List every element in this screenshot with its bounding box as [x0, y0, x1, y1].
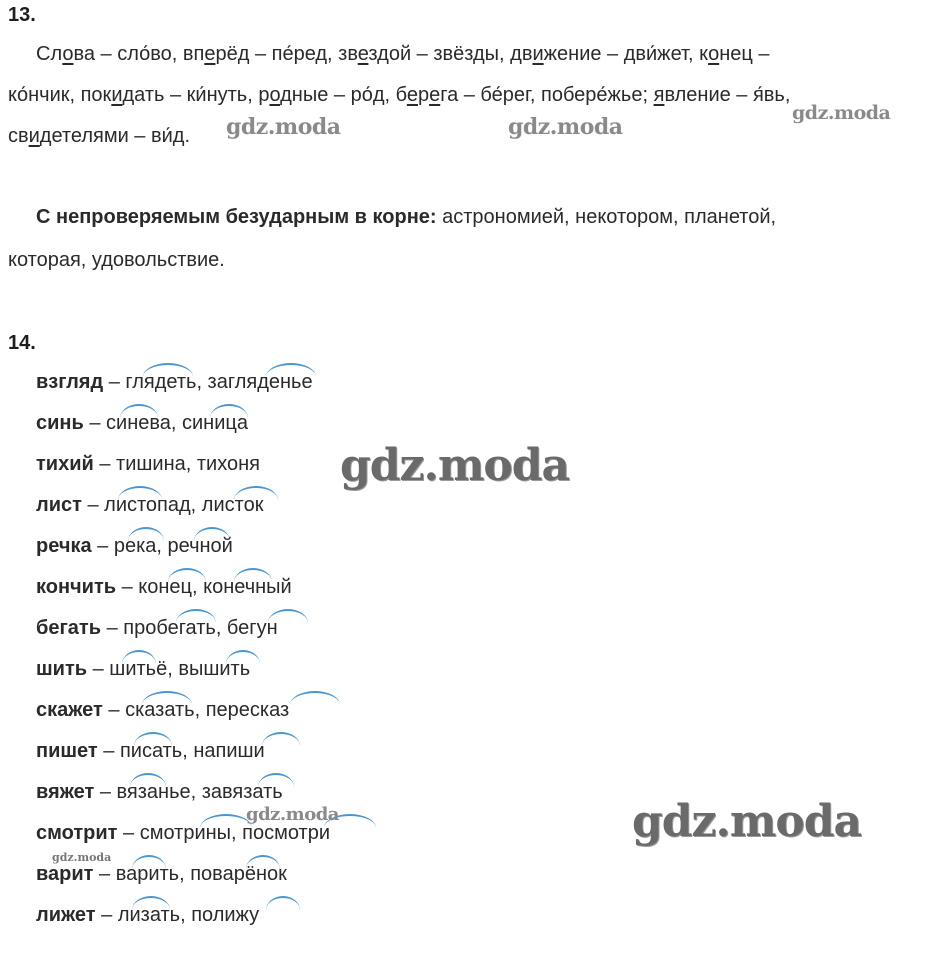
- underlined-vowel: и: [28, 125, 40, 147]
- ex13-line-1: [36, 34, 770, 74]
- root-arc: [266, 363, 316, 377]
- related-words: – лизать, полижу: [95, 904, 260, 926]
- word-row: [36, 649, 330, 690]
- watermark: gdz.moda: [52, 851, 112, 864]
- root-arc: [142, 691, 192, 705]
- exercise-13-number: 13.: [8, 4, 36, 26]
- unverifiable-heading: С непроверяемым безударным в корне:: [36, 206, 437, 228]
- text-run: жение – дви́жет, к: [543, 43, 709, 65]
- ex13-line-2: [8, 75, 790, 115]
- text-run: здой – звёзды, дв: [368, 43, 533, 65]
- root-word: скажет: [36, 699, 103, 721]
- related-words: – варить, поварёнок: [93, 863, 287, 885]
- underlined-vowel: е: [357, 43, 369, 65]
- ex13-unverifiable-line-1: [36, 197, 776, 237]
- related-words: – конец, конечный: [116, 576, 292, 598]
- root-word: смотрит: [36, 822, 118, 844]
- root-word: кончить: [36, 576, 117, 598]
- root-arc: [268, 609, 308, 623]
- related-words: – вязанье, завязать: [94, 781, 283, 803]
- watermark: gdz.moda: [508, 114, 623, 140]
- text-run: Сл: [36, 43, 63, 65]
- related-words: – сказать, пересказ: [102, 699, 290, 721]
- root-arc: [194, 527, 230, 541]
- related-words: – глядеть, загляденье: [103, 371, 313, 393]
- exercise-14-number: 14.: [8, 332, 36, 354]
- underlined-vowel: о: [708, 43, 720, 65]
- root-arc: [143, 363, 193, 377]
- root-arc: [290, 691, 340, 705]
- watermark: gdz.moda: [226, 114, 341, 140]
- root-word: тихий: [36, 453, 94, 475]
- root-word: вяжет: [36, 781, 95, 803]
- related-words: – тишина, тихоня: [93, 453, 260, 475]
- root-arc: [132, 896, 170, 910]
- root-arc: [258, 773, 294, 787]
- watermark: gdz.moda: [246, 804, 339, 825]
- text-run: р: [417, 84, 430, 106]
- ex14-word-list: [36, 362, 330, 936]
- underlined-vowel: е: [204, 43, 216, 65]
- text-run: детелями – ви́д.: [39, 125, 191, 147]
- watermark: gdz.moda: [632, 796, 862, 847]
- root-word: варит: [36, 863, 94, 885]
- ex13-line-3: [8, 116, 190, 156]
- root-arc: [176, 609, 216, 623]
- root-arc: [234, 568, 272, 582]
- root-arc: [226, 650, 260, 664]
- root-word: лижет: [36, 904, 96, 926]
- underlined-vowel: я: [653, 84, 665, 106]
- root-arc: [246, 855, 280, 869]
- text-run: ва – сло́во, вп: [73, 43, 205, 65]
- root-arc: [120, 404, 158, 418]
- related-words: – синева, синица: [83, 412, 248, 434]
- watermark: gdz.moda: [340, 440, 570, 491]
- root-word: лист: [36, 494, 82, 516]
- related-words: – писать, напиши: [97, 740, 265, 762]
- root-word: шить: [36, 658, 88, 680]
- watermark: gdz.moda: [792, 102, 891, 124]
- word-row: [36, 526, 330, 567]
- text-run: нец –: [719, 43, 770, 65]
- word-row: [36, 485, 330, 526]
- root-arc: [168, 568, 206, 582]
- related-words: – смотрины, посмотри: [117, 822, 330, 844]
- underlined-vowel: о: [62, 43, 74, 65]
- root-arc: [234, 486, 278, 500]
- word-row: [36, 731, 330, 772]
- unverifiable-words-1: астрономией, некотором, планетой,: [436, 206, 777, 228]
- related-words: – пробегать, бегун: [101, 617, 278, 639]
- root-arc: [200, 814, 252, 828]
- root-arc: [122, 650, 156, 664]
- underlined-vowel: о: [269, 84, 281, 106]
- root-arc: [118, 486, 162, 500]
- word-row: [36, 608, 330, 649]
- root-arc: [266, 896, 300, 910]
- text-run: га – бе́рег, побере́жье;: [440, 84, 654, 106]
- related-words: – река, речной: [91, 535, 233, 557]
- underlined-vowel: и: [532, 43, 544, 65]
- text-run: дные – ро́д, б: [280, 84, 407, 106]
- root-arc: [128, 527, 164, 541]
- root-arc: [132, 855, 166, 869]
- word-row: [36, 362, 330, 403]
- root-arc: [130, 773, 166, 787]
- underlined-vowel: е: [406, 84, 418, 106]
- text-run: вление – я́вь,: [664, 84, 791, 106]
- word-row: [36, 895, 330, 936]
- ex13-unverifiable-line-2: которая, удовольствие.: [8, 249, 225, 271]
- text-run: рёд – пе́ред, зв: [215, 43, 358, 65]
- word-row: [36, 567, 330, 608]
- text-run: ко́нчик, пок: [8, 84, 112, 106]
- text-run: дать – ки́нуть, р: [122, 84, 270, 106]
- root-word: речка: [36, 535, 92, 557]
- word-row: [36, 403, 330, 444]
- root-arc: [262, 732, 300, 746]
- underlined-vowel: и: [111, 84, 123, 106]
- root-word: синь: [36, 412, 84, 434]
- root-arc: [210, 404, 248, 418]
- text-run: св: [8, 125, 29, 147]
- root-arc: [134, 732, 172, 746]
- word-row: [36, 690, 330, 731]
- underlined-vowel: е: [429, 84, 441, 106]
- word-row: [36, 444, 330, 485]
- root-word: бегать: [36, 617, 102, 639]
- root-word: пишет: [36, 740, 98, 762]
- related-words: – листопад, листок: [81, 494, 264, 516]
- root-word: взгляд: [36, 371, 104, 393]
- related-words: – шитьё, вышить: [87, 658, 251, 680]
